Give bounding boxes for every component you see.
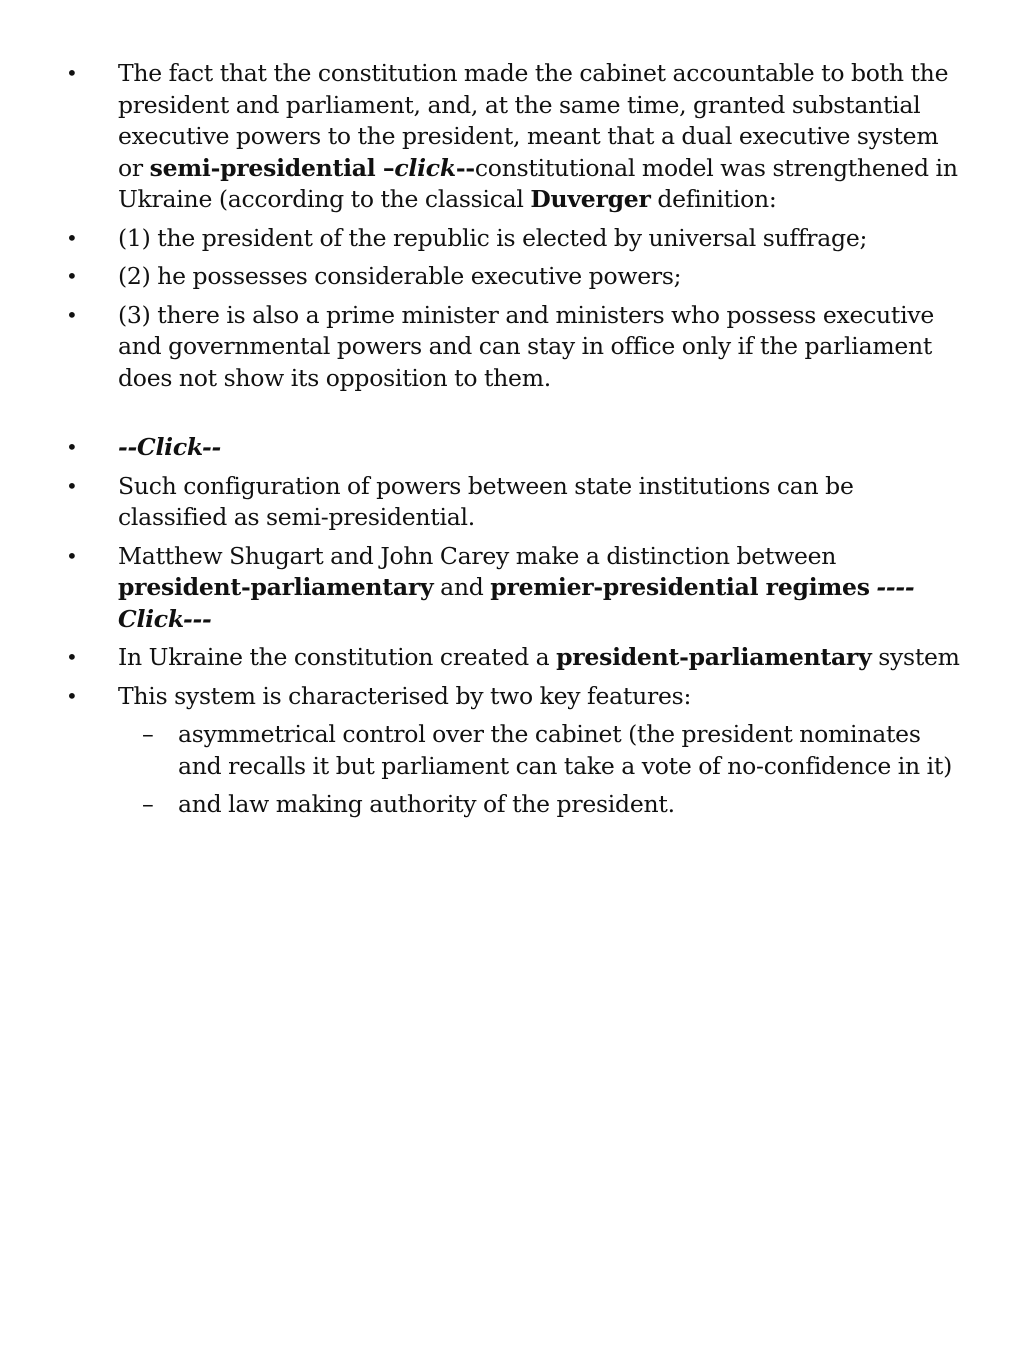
sub-bullet-marker: –	[142, 790, 154, 818]
bold-dashes: --	[455, 153, 475, 182]
sub-item-text: and law making authority of the president.	[178, 790, 675, 818]
bullet-text: This system is characterised by two key features:	[118, 681, 692, 710]
click-cue: click	[394, 153, 456, 182]
bullet-text: constitutional model was strengthened in Ukraine (according to the classical	[118, 153, 958, 213]
bullet-marker: •	[66, 435, 78, 459]
bold-term-president-parliamentary: president-parliamentary	[556, 643, 872, 671]
bullet-marker: •	[66, 61, 78, 85]
bullet-text: (3) there is also a prime minister and ministers who possess executive and governmental powers and can stay in office only if the parliament does not show its opposition to them.	[118, 300, 935, 392]
bullet-text: Such configuration of powers between state institutions can be classified as semi-presidential.	[118, 471, 854, 531]
sub-item-text: asymmetrical control over the cabinet (the president nominates and recalls it but parliament can take a vote of no-confidence in it)	[178, 720, 953, 780]
bold-term-premier-presidential: premier-presidential regimes	[490, 573, 870, 601]
bullet-text: definition:	[650, 185, 777, 213]
bullet-text: (2) he possesses considerable executive powers;	[118, 262, 682, 290]
bullet-list	[60, 58, 960, 828]
bullet-item-dual-executive	[60, 58, 960, 216]
bullet-item-condition-3	[60, 300, 960, 395]
bullet-marker: •	[66, 543, 78, 568]
bullet-item-shugart-carey	[60, 541, 960, 636]
bullet-text: In Ukraine the constitution created a	[118, 643, 557, 671]
bullet-marker: •	[66, 683, 78, 708]
bullet-item-condition-2	[60, 261, 960, 293]
bullet-marker: •	[66, 225, 78, 250]
click-cue: --Click--	[118, 433, 221, 461]
bullet-item-ukraine-system	[60, 642, 960, 674]
sub-item-asymmetrical-control	[60, 719, 960, 782]
bullet-text: Matthew Shugart and John Carey make a distinction between	[118, 541, 837, 570]
bullet-item-click-cue	[60, 432, 960, 464]
bullet-marker: •	[66, 645, 78, 669]
sub-item-law-making	[60, 789, 960, 821]
bullet-item-condition-1	[60, 223, 960, 255]
sub-bullet-marker: –	[142, 720, 154, 748]
bullet-marker: •	[66, 302, 78, 327]
bullet-marker: •	[66, 473, 78, 498]
bullet-text: system	[871, 643, 960, 671]
bullet-text: and	[433, 573, 491, 601]
click-cue: ----Click---	[118, 573, 915, 633]
bullet-text: (1) the president of the republic is elected by universal suffrage;	[118, 223, 868, 252]
bullet-marker: •	[66, 264, 78, 288]
bullet-item-key-features	[60, 681, 960, 713]
bold-term-duverger: Duverger	[530, 185, 651, 213]
bullet-text: The fact that the constitution made the cabinet accountable to both the president and parliament, and, at the same time, granted substantial executive powers to the president, meant that a dual executive system or	[118, 59, 949, 182]
bullet-item-configuration	[60, 471, 960, 534]
bold-term-semi-presidential: semi-presidential –	[149, 153, 395, 182]
bold-term-president-parliamentary: president-parliamentary	[118, 573, 434, 601]
